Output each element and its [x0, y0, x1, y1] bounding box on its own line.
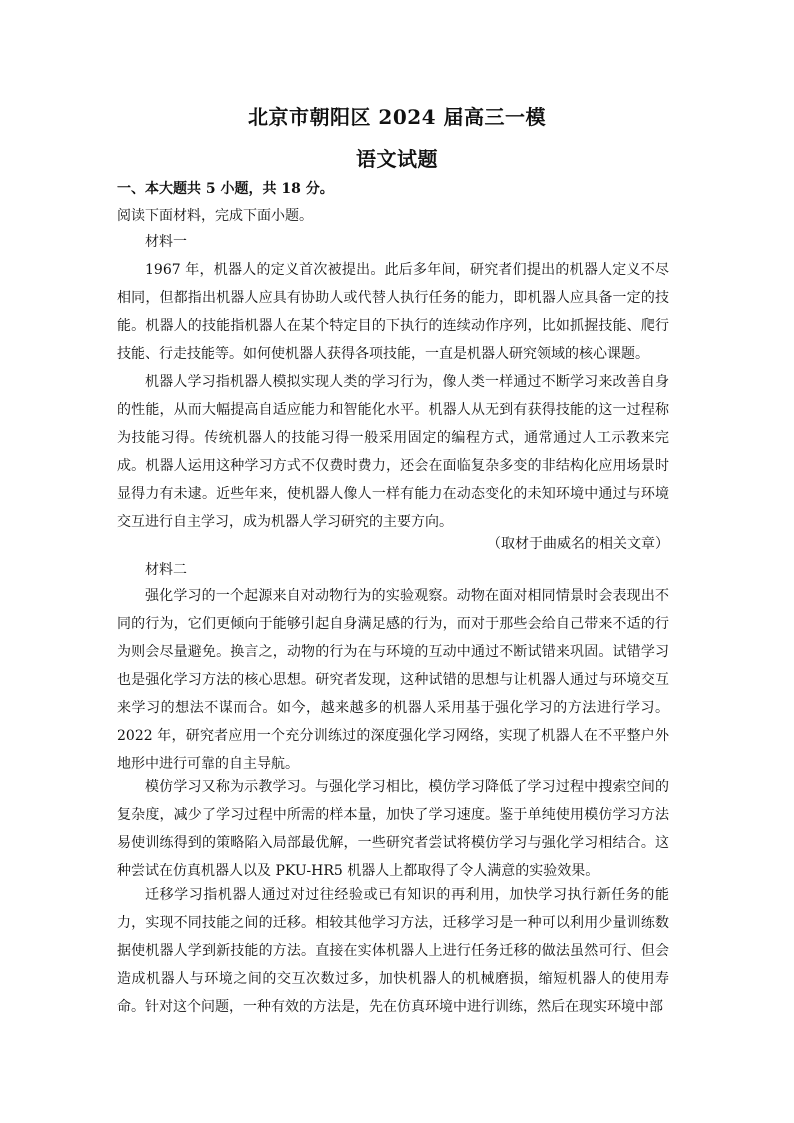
exam-title: 北京市朝阳区 2024 届高三一模 — [247, 105, 547, 129]
exam-subtitle: 语文试题 — [356, 147, 438, 171]
section-instruction: 阅读下面材料，完成下面小题。 — [117, 208, 313, 224]
material-two-label: 材料二 — [145, 562, 187, 578]
material-one-paragraph-1: 1967 年，机器人的定义首次被提出。此后多年间，研究者们提出的机器人定义不尽相同，但都指出机器人应具有协助人或代替人执行任务的能力，即机器人应具备一定的技能。机器人的技能指机器人在某个特定目的下执行的连续动作序列，比如抓握技能、爬行技能、行走技能等。如何使机器人获得各项技能，一直是机器人研究领域的核心课题。 — [117, 262, 669, 362]
material-one-source: （取材于曲威名的相关文章） — [487, 536, 669, 552]
material-one-paragraph-2: 机器人学习指机器人模拟实现人类的学习行为，像人类一样通过不断学习来改善自身的性能，从而大幅提高自适应能力和智能化水平。机器人从无到有获得技能的这一过程称为技能习得。传统机器人的技能习得一般采用固定的编程方式，通常通过人工示教来完成。机器人运用这种学习方式不仅费时费力，还会在面临复杂多变的非结构化应用场景时显得力有未逮。近些年来，使机器人像人一样有能力在动态变化的未知环境中通过与环境交互进行自主学习，成为机器人学习研究的主要方向。 — [117, 374, 669, 530]
material-two-paragraph-1: 强化学习的一个起源来自对动物行为的实验观察。动物在面对相同情景时会表现出不同的行为，它们更倾向于能够引起自身满足感的行为，而对于那些会给自己带来不适的行为则会尽量避免。换言之，动物的行为在与环境的互动中通过不断试错来巩固。试错学习也是强化学习方法的核心思想。研究者发现，这种试错的思想与让机器人通过与环境交互来学习的想法不谋而合。如今，越来越多的机器人采用基于强化学习的方法进行学习。2022 年，研究者应用一个充分训练过的深度强化学习网络，实现了机器人在不平整户外地形中进行可靠的自主导航。 — [117, 588, 669, 772]
section-heading: 一、本大题共 5 小题，共 18 分。 — [117, 181, 334, 197]
material-two-paragraph-3: 迁移学习指机器人通过对过往经验或已有知识的再利用，加快学习执行新任务的能力，实现不同技能之间的迁移。相较其他学习方法，迁移学习是一种可以利用少量训练数据使机器人学到新技能的方法。直接在实体机器人上进行任务迁移的做法虽然可行、但会造成机器人与环境之间的交互次数过多，加快机器人的机械磨损，缩短机器人的使用寿命。针对这个问题，一种有效的方法是，先在仿真环境中进行训练，然后在现实环境中部 — [117, 887, 669, 1015]
material-two-paragraph-2: 模仿学习又称为示教学习。与强化学习相比，模仿学习降低了学习过程中搜索空间的复杂度，减少了学习过程中所需的样本量，加快了学习速度。鉴于单纯使用模仿学习方法易使训练得到的策略陷入局部最优解，一些研究者尝试将模仿学习与强化学习相结合。这种尝试在仿真机器人以及 PKU-HR5 机器人上都取得了令人满意的实验效果。 — [117, 779, 669, 879]
material-one-label: 材料一 — [145, 234, 187, 250]
